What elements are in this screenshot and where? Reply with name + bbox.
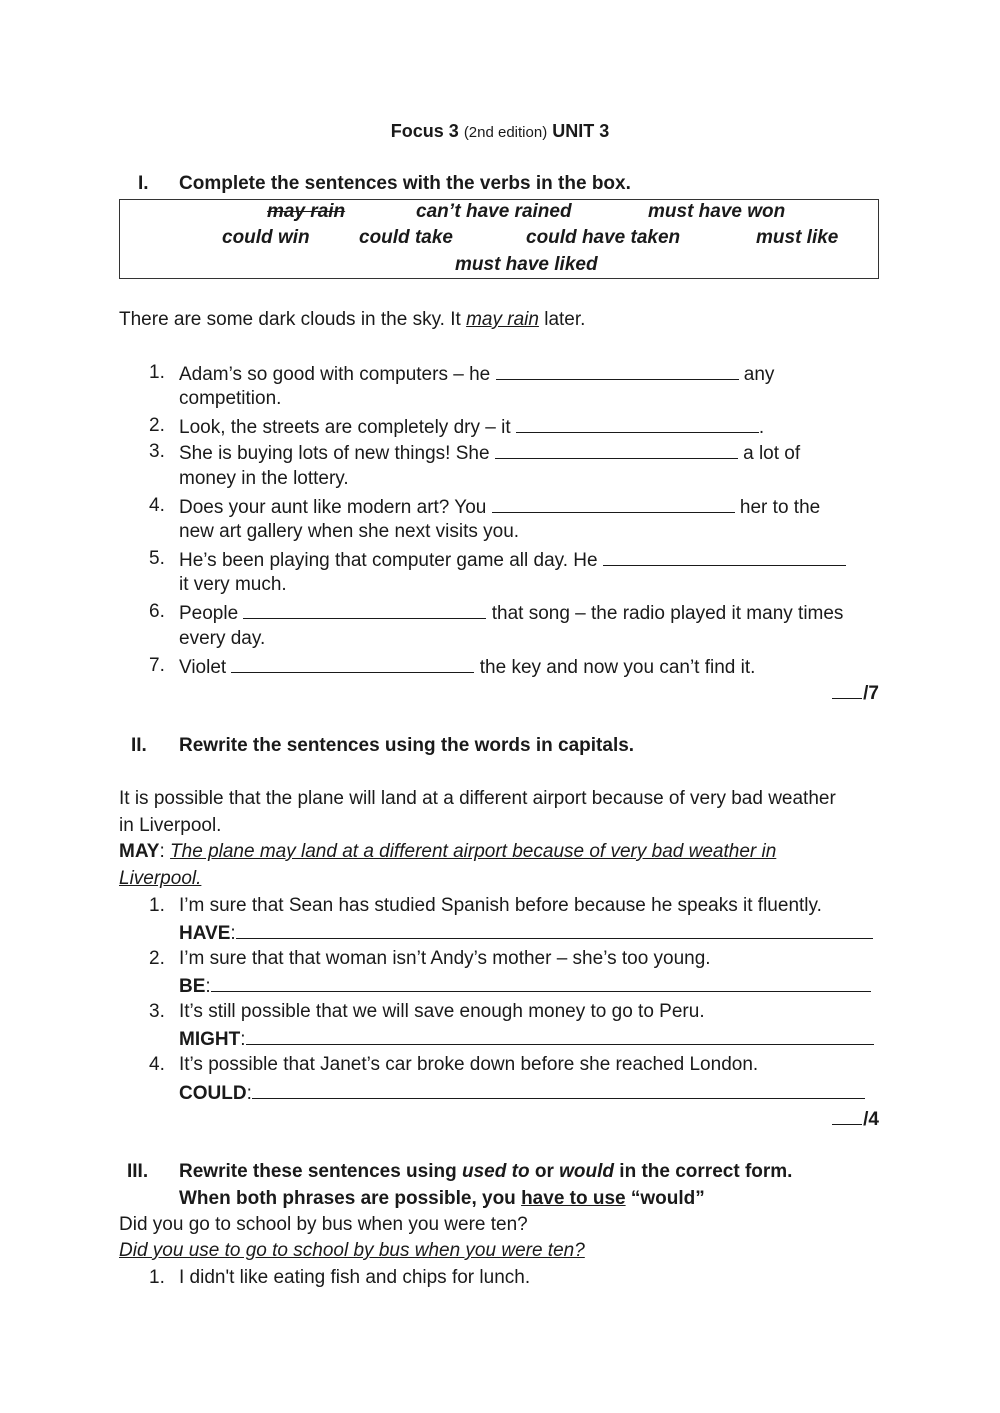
example-answer: may rain xyxy=(466,309,539,330)
exercise1-item-4: Does your aunt like modern art? You her to the xyxy=(179,493,820,521)
rewrite-item-4-sentence: It’s possible that Janet’s car broke down before she reached London. xyxy=(179,1054,759,1075)
exercise1-item-6: People that song – the radio played it many times xyxy=(179,599,843,627)
section1-roman: I. xyxy=(138,173,149,194)
rewrite-item-1-answer: HAVE: xyxy=(179,919,873,947)
answer-blank[interactable] xyxy=(603,546,846,566)
section2-example-line1: It is possible that the plane will land at a different airport because of very bad weather xyxy=(119,788,836,809)
exercise1-item-5: He’s been playing that computer game all day. He xyxy=(179,546,846,574)
item-number: 2. xyxy=(149,415,165,436)
section2-example-line2: in Liverpool. xyxy=(119,815,222,836)
rewrite-item-3-sentence: It’s still possible that we will save enough money to go to Peru. xyxy=(179,1001,705,1022)
verb-could-win: could win xyxy=(222,227,310,248)
section2-example-answer: MAY: The plane may land at a different airport because of very bad weather in xyxy=(119,841,777,862)
section1-instruction: Complete the sentences with the verbs in the box. xyxy=(179,173,631,194)
answer-blank[interactable] xyxy=(516,413,759,433)
item-number: 1. xyxy=(149,1267,165,1288)
item-continuation: money in the lottery. xyxy=(179,468,349,489)
item-number: 7. xyxy=(149,655,165,676)
section3-example-question: Did you go to school by bus when you were ten? xyxy=(119,1214,528,1235)
item-continuation: competition. xyxy=(179,388,282,409)
section3-instruction-line2: When both phrases are possible, you have to use “would” xyxy=(179,1188,705,1209)
section1-example: There are some dark clouds in the sky. It may rain later. xyxy=(119,309,586,330)
item-number: 1. xyxy=(149,895,165,916)
answer-blank[interactable] xyxy=(492,493,735,513)
score-blank[interactable] xyxy=(832,679,862,699)
answer-blank[interactable] xyxy=(495,439,738,459)
verb-could-have-taken: could have taken xyxy=(526,227,681,248)
title-unit: UNIT 3 xyxy=(552,121,610,141)
item-number: 2. xyxy=(149,948,165,969)
rewrite-item-2-sentence: I’m sure that that woman isn’t Andy’s mother – she’s too young. xyxy=(179,948,711,969)
verb-may-rain: may rain xyxy=(267,201,346,222)
rewrite-item-3-answer: MIGHT: xyxy=(179,1025,874,1053)
verb-must-have-liked: must have liked xyxy=(455,254,598,275)
verb-cant-have-rained: can’t have rained xyxy=(416,201,572,222)
item-number: 4. xyxy=(149,1054,165,1075)
section2-example-answer-line2: Liverpool. xyxy=(119,868,202,889)
answer-blank[interactable] xyxy=(246,1025,874,1045)
item-number: 4. xyxy=(149,495,165,516)
answer-blank[interactable] xyxy=(252,1079,865,1099)
section1-score: /7 xyxy=(832,679,879,707)
rewrite-item-4-answer: COULD: xyxy=(179,1079,865,1107)
item-number: 3. xyxy=(149,1001,165,1022)
item-continuation: new art gallery when she next visits you. xyxy=(179,521,520,542)
title-main: Focus 3 xyxy=(390,121,459,141)
answer-blank[interactable] xyxy=(236,919,873,939)
item-number: 3. xyxy=(149,441,165,462)
exercise1-item-3: She is buying lots of new things! She a lot of xyxy=(179,439,800,467)
verb-could-take: could take xyxy=(359,227,453,248)
section3-example-answer: Did you use to go to school by bus when you were ten? xyxy=(119,1240,585,1261)
item-number: 1. xyxy=(149,362,165,383)
exercise1-item-2: Look, the streets are completely dry – it . xyxy=(179,413,764,441)
verb-must-have-won: must have won xyxy=(648,201,786,222)
answer-blank[interactable] xyxy=(496,360,739,380)
section2-roman: II. xyxy=(131,735,147,756)
score-blank[interactable] xyxy=(832,1105,862,1125)
item-continuation: every day. xyxy=(179,628,266,649)
answer-blank[interactable] xyxy=(211,972,871,992)
section2-instruction: Rewrite the sentences using the words in capitals. xyxy=(179,735,635,756)
page-title xyxy=(0,118,1000,146)
section3-instruction-line1: Rewrite these sentences using used to or would in the correct form. xyxy=(179,1161,793,1182)
item-continuation: it very much. xyxy=(179,574,287,595)
section3-item-1-sentence: I didn't like eating fish and chips for lunch. xyxy=(179,1267,531,1288)
title-edition: (2nd edition) xyxy=(463,124,548,141)
rewrite-item-2-answer: BE: xyxy=(179,972,871,1000)
exercise1-item-1: Adam’s so good with computers – he any xyxy=(179,360,774,388)
exercise1-item-7: Violet the key and now you can’t find it. xyxy=(179,653,755,681)
section2-score: /4 xyxy=(832,1105,879,1133)
answer-blank[interactable] xyxy=(231,653,474,673)
answer-blank[interactable] xyxy=(243,599,486,619)
item-number: 5. xyxy=(149,548,165,569)
item-number: 6. xyxy=(149,601,165,622)
rewrite-item-1-sentence: I’m sure that Sean has studied Spanish before because he speaks it fluently. xyxy=(179,895,822,916)
section3-roman: III. xyxy=(127,1161,149,1182)
verb-must-like: must like xyxy=(756,227,839,248)
